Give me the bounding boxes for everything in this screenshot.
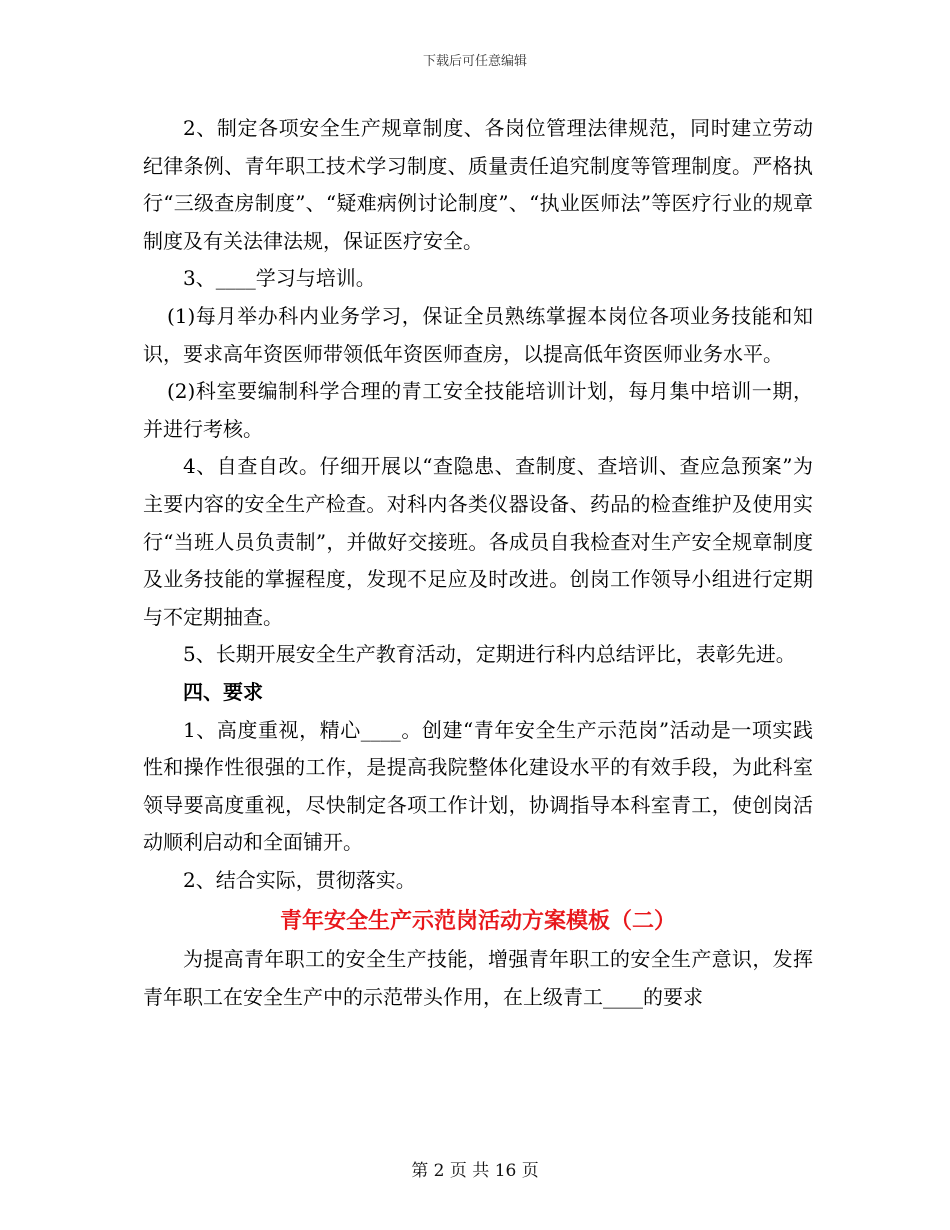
paragraph-regulations: 2、制定各项安全生产规章制度、各岗位管理法律规范，同时建立劳动纪律条例、青年职工技术学习制度、质量责任追究制度等管理制度。严格执行“三级查房制度”、“疑难病例讨论制度”、“执业医师法”等医疗行业的规章制度及有关法律法规，保证医疗安全。 [143,116,813,253]
paragraph-self-inspection: 4、自查自改。仔细开展以“查隐患、查制度、查培训、查应急预案”为主要内容的安全生产检查。对科内各类仪器设备、药品的检查维护及使用实行“当班人员负责制”，并做好交接班。各成员自我检查对生产安全规章制度及业务技能的掌握程度，发现不足应及时改进。创岗工作领导小组进行定期与不定期抽查。 [143,454,813,629]
page-footer: 第 2 页 共 16 页 [411,1161,539,1181]
paragraph-intro: 为提高青年职工的安全生产技能，增强青年职工的安全生产意识，发挥青年职工在安全生产中的示范带头作用，在上级青工____的要求 [143,947,813,1010]
paragraph-study-training: 3、____学习与培训。 [183,266,376,291]
page-header: 下载后可任意编辑 [422,54,527,69]
paragraph-implementation: 2、结合实际，贯彻落实。 [183,867,416,892]
document-body [143,110,813,1017]
section-heading-requirements: 四、要求 [183,679,263,704]
section-title: 青年安全生产示范岗活动方案模板（二） [279,908,676,935]
paragraph-training-plan: (2)科室要编制科学合理的青工安全技能培训计划，每月集中培训一期，并进行考核。 [143,379,813,441]
paragraph-attention: 1、高度重视，精心____。创建“青年安全生产示范岗”活动是一项实践性和操作性很强的工作，是提高我院整体化建设水平的有效手段，为此科室领导要高度重视，尽快制定各项工作计划，协调指导本科室青工，使创岗活动顺利启动和全面铺开。 [143,717,813,855]
paragraph-education: 5、长期开展安全生产教育活动，定期进行科内总结评比，表彰先进。 [183,642,796,667]
paragraph-monthly-study: (1)每月举办科内业务学习，保证全员熟练掌握本岗位各项业务技能和知识，要求高年资医师带领低年资医师查房，以提高低年资医师业务水平。 [143,303,813,366]
